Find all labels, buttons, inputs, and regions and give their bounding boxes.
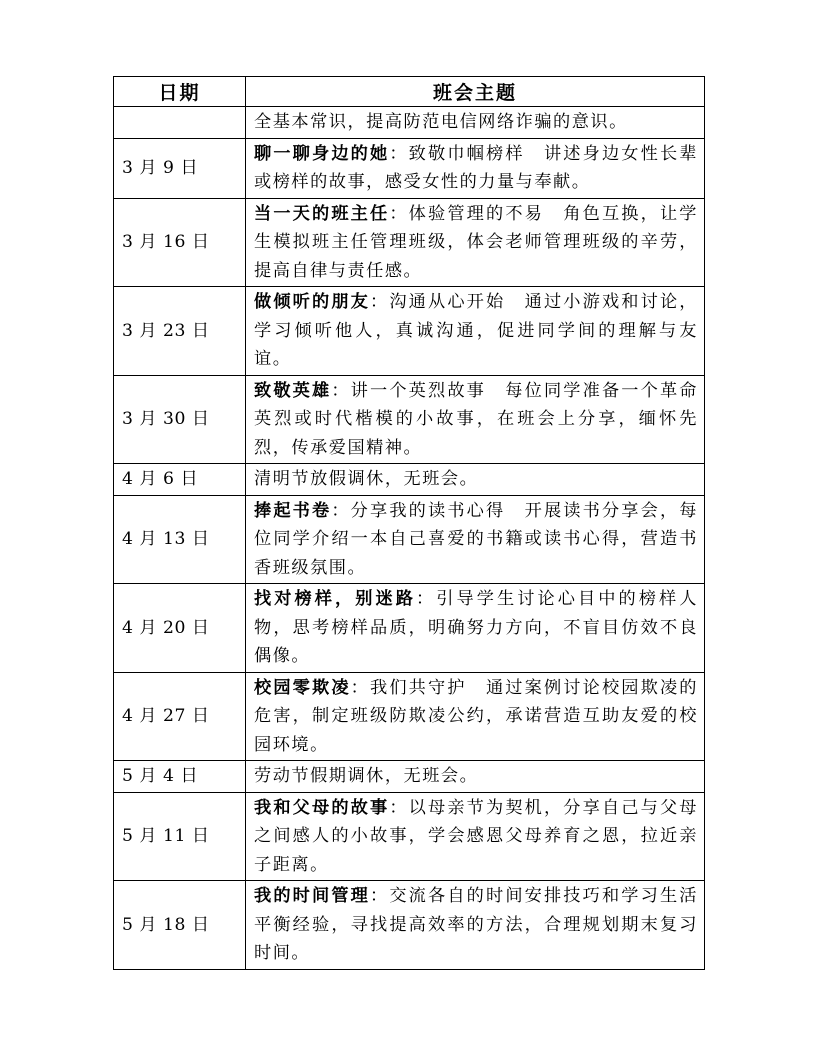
table-row [114,584,705,673]
table-row [114,464,705,496]
table-header-row [114,77,705,107]
table-row [114,287,705,376]
topic-cell [246,672,705,761]
topic-description: ：体验管理的不易 角色互换，让学生模拟班主任管理班级，体会老师管理班级的辛劳，提高自律与责任感。 [254,203,698,281]
table-row [114,107,705,139]
topic-description: ：引导学生讨论心目中的榜样人物，思考榜样品质，明确努力方向，不盲目仿效不良偶像。 [254,589,698,666]
date-cell: 5 月 18 日 [114,881,246,970]
topic-cell [246,464,705,496]
date-cell: 4 月 20 日 [114,584,246,673]
date-cell: 4 月 6 日 [114,464,246,496]
topic-title: 致敬英雄 [254,380,332,401]
topic-title: 聊一聊身边的她 [254,143,390,164]
date-cell: 5 月 11 日 [114,792,246,881]
topic-description: ：交流各自的时间安排技巧和学习生活平衡经验，寻找提高效率的方法，合理规划期末复习时间。 [254,886,698,963]
date-cell: 4 月 13 日 [114,495,246,584]
topic-description: ：讲一个英烈故事 每位同学准备一个革命英烈或时代楷模的小故事，在班会上分享，缅怀先烈，传承爱国精神。 [254,380,698,458]
table-row [114,761,705,793]
topic-cell [246,138,705,198]
table-row [114,495,705,584]
date-cell [114,107,246,139]
topic-cell [246,761,705,793]
topic-description: ：沟通从心开始 通过小游戏和讨论，学习倾听他人，真诚沟通，促进同学间的理解与友谊。 [254,292,698,369]
date-cell: 3 月 23 日 [114,287,246,376]
topic-description: ：以母亲节为契机，分享自己与父母之间感人的小故事，学会感恩父母养育之恩，拉近亲子距离。 [254,797,698,875]
topic-column-header: 班会主题 [246,77,705,107]
topic-description: 劳动节假期调休，无班会。 [254,766,479,786]
table-row [114,198,705,287]
class-meeting-schedule-table [113,76,705,970]
topic-cell [246,375,705,464]
date-cell: 3 月 16 日 [114,198,246,287]
topic-description: ：我们共守护 通过案例讨论校园欺凌的危害，制定班级防欺凌公约，承诺营造互助友爱的校园环境。 [254,677,698,755]
table-row [114,672,705,761]
date-cell: 5 月 4 日 [114,761,246,793]
topic-title: 捧起书卷 [254,500,332,521]
table-row [114,375,705,464]
topic-cell [246,584,705,673]
topic-description: 全基本常识，提高防范电信网络诈骗的意识。 [254,112,628,132]
date-cell: 3 月 9 日 [114,138,246,198]
topic-cell [246,792,705,881]
topic-title: 当一天的班主任 [254,203,390,224]
topic-cell [246,198,705,287]
topic-description: 清明节放假调休，无班会。 [254,469,479,489]
topic-cell [246,287,705,376]
topic-title: 做倾听的朋友 [254,292,370,312]
topic-cell [246,495,705,584]
topic-description: ：致敬巾帼榜样 讲述身边女性长辈或榜样的故事，感受女性的力量与奉献。 [254,143,698,192]
topic-description: ：分享我的读书心得 开展读书分享会，每位同学介绍一本自己喜爱的书籍或读书心得，营造书香班级氛围。 [254,500,698,578]
date-column-header: 日期 [114,77,246,107]
table-row [114,138,705,198]
topic-title: 找对榜样，别迷路 [254,589,417,609]
topic-title: 我的时间管理 [254,886,370,906]
date-cell: 4 月 27 日 [114,672,246,761]
topic-title: 校园零欺凌 [254,677,351,698]
table-row [114,881,705,970]
topic-cell [246,881,705,970]
topic-title: 我和父母的故事 [254,797,390,818]
date-cell: 3 月 30 日 [114,375,246,464]
topic-cell [246,107,705,139]
table-row [114,792,705,881]
